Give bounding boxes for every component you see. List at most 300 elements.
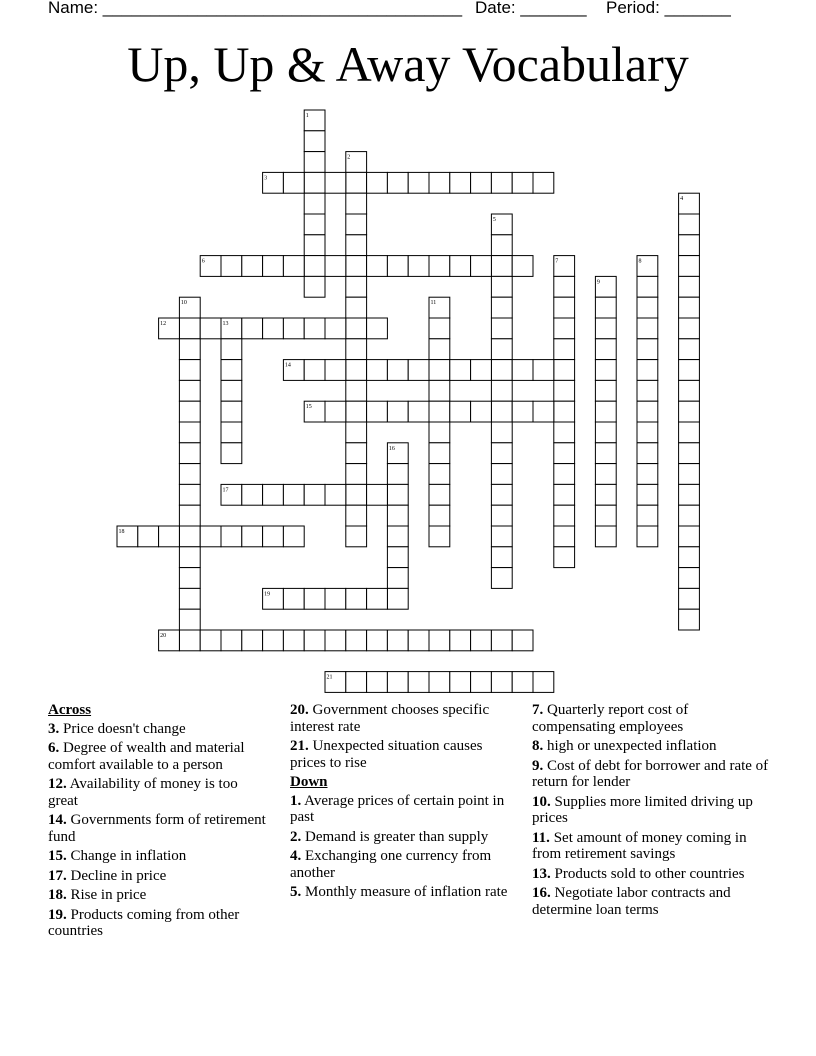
grid-cell[interactable]	[346, 484, 367, 505]
grid-cell[interactable]	[304, 235, 325, 256]
grid-cell[interactable]	[283, 526, 304, 547]
grid-cell[interactable]	[637, 401, 658, 422]
grid-cell[interactable]	[387, 484, 408, 505]
grid-cell[interactable]	[346, 339, 367, 360]
clue-number: 19	[264, 591, 271, 598]
grid-cell[interactable]	[367, 588, 388, 609]
grid-cell[interactable]	[450, 401, 471, 422]
grid-cell[interactable]	[387, 672, 408, 693]
grid-cell[interactable]	[554, 505, 575, 526]
grid-cell[interactable]	[512, 360, 533, 381]
grid-cell[interactable]	[325, 360, 346, 381]
grid-cell[interactable]	[679, 193, 700, 214]
grid-cell[interactable]	[429, 318, 450, 339]
grid-cell[interactable]	[179, 297, 200, 318]
grid-cell[interactable]	[179, 568, 200, 589]
grid-cell[interactable]	[679, 401, 700, 422]
grid-cell[interactable]	[367, 630, 388, 651]
clue-item-number: 7.	[532, 702, 544, 718]
grid-cell[interactable]	[325, 630, 346, 651]
grid-cell[interactable]	[491, 214, 512, 235]
grid-cell[interactable]	[637, 256, 658, 277]
grid-cell[interactable]	[346, 256, 367, 277]
grid-cell[interactable]	[346, 276, 367, 297]
grid-cell[interactable]	[263, 588, 284, 609]
grid-cell[interactable]	[367, 672, 388, 693]
clue-number: 9	[596, 279, 600, 286]
grid-cell[interactable]	[346, 464, 367, 485]
grid-cell[interactable]	[304, 276, 325, 297]
grid-cell[interactable]	[367, 256, 388, 277]
grid-cell[interactable]	[533, 360, 554, 381]
grid-cell[interactable]	[346, 193, 367, 214]
clue-item-text: Cost of debt for borrower and rate of return for lender	[532, 757, 769, 790]
grid-cell[interactable]	[221, 422, 242, 443]
clue-item-text: Governments form of retirement fund	[48, 812, 266, 845]
grid-cell[interactable]	[450, 630, 471, 651]
grid-cell[interactable]	[554, 256, 575, 277]
clue-item	[48, 887, 268, 904]
grid-cell[interactable]	[346, 422, 367, 443]
grid-cell[interactable]	[429, 464, 450, 485]
clue-column-3	[532, 702, 772, 921]
grid-cell[interactable]	[512, 672, 533, 693]
grid-cell[interactable]	[491, 235, 512, 256]
clue-item-text: Products coming from other countries	[48, 906, 240, 939]
grid-cell[interactable]	[408, 630, 429, 651]
grid-cell[interactable]	[533, 172, 554, 193]
grid-cell[interactable]	[346, 630, 367, 651]
grid-cell[interactable]	[595, 318, 616, 339]
grid-cell[interactable]	[450, 672, 471, 693]
grid-cell[interactable]	[637, 380, 658, 401]
grid-cell[interactable]	[679, 256, 700, 277]
clue-number: 3	[264, 175, 268, 182]
clue-item-number: 11.	[532, 829, 550, 846]
grid-cell[interactable]	[637, 484, 658, 505]
grid-cell[interactable]	[533, 401, 554, 422]
grid-cell[interactable]	[679, 526, 700, 547]
grid-cell[interactable]	[346, 588, 367, 609]
grid-cell[interactable]	[387, 443, 408, 464]
grid-cell[interactable]	[304, 630, 325, 651]
clue-item-number: 12.	[48, 776, 67, 792]
grid-cell[interactable]	[679, 505, 700, 526]
grid-cell[interactable]	[637, 422, 658, 443]
grid-cell[interactable]	[408, 401, 429, 422]
grid-cell[interactable]	[325, 588, 346, 609]
grid-cell[interactable]	[533, 672, 554, 693]
grid-cell[interactable]	[679, 276, 700, 297]
grid-cell[interactable]	[637, 526, 658, 547]
grid-cell[interactable]	[450, 172, 471, 193]
grid-cell[interactable]	[304, 588, 325, 609]
grid-cell[interactable]	[325, 401, 346, 422]
grid-cell[interactable]	[304, 318, 325, 339]
grid-cell[interactable]	[491, 443, 512, 464]
clue-item-text: Quarterly report cost of compensating employees	[532, 702, 689, 735]
grid-cell[interactable]	[679, 464, 700, 485]
grid-cell[interactable]	[200, 256, 221, 277]
grid-cell[interactable]	[221, 401, 242, 422]
grid-cell[interactable]	[429, 256, 450, 277]
grid-cell[interactable]	[325, 672, 346, 693]
clue-item	[532, 885, 772, 918]
grid-cell[interactable]	[471, 630, 492, 651]
grid-cell[interactable]	[346, 380, 367, 401]
grid-cell[interactable]	[679, 235, 700, 256]
grid-cell[interactable]	[179, 630, 200, 651]
grid-cell[interactable]	[595, 360, 616, 381]
grid-cell[interactable]	[429, 505, 450, 526]
grid-cell[interactable]	[221, 526, 242, 547]
grid-cell[interactable]	[346, 443, 367, 464]
grid-cell[interactable]	[595, 464, 616, 485]
grid-cell[interactable]	[429, 526, 450, 547]
grid-cell[interactable]	[325, 172, 346, 193]
clue-item-text: Negotiate labor contracts and determine loan terms	[532, 885, 731, 918]
grid-cell[interactable]	[429, 422, 450, 443]
grid-cell[interactable]	[554, 297, 575, 318]
grid-cell[interactable]	[283, 484, 304, 505]
clue-item-number: 14.	[48, 812, 67, 828]
grid-cell[interactable]	[304, 152, 325, 173]
grid-cell[interactable]	[554, 318, 575, 339]
grid-cell[interactable]	[554, 547, 575, 568]
grid-cell[interactable]	[408, 256, 429, 277]
grid-cell[interactable]	[450, 256, 471, 277]
grid-cell[interactable]	[242, 484, 263, 505]
grid-cell[interactable]	[595, 422, 616, 443]
period-field-label: Period: _______	[606, 0, 731, 17]
grid-cell[interactable]	[491, 505, 512, 526]
grid-cell[interactable]	[491, 464, 512, 485]
grid-cell[interactable]	[491, 630, 512, 651]
grid-cell[interactable]	[554, 443, 575, 464]
grid-cell[interactable]	[554, 422, 575, 443]
grid-cell[interactable]	[367, 484, 388, 505]
grid-cell[interactable]	[679, 568, 700, 589]
grid-cell[interactable]	[512, 630, 533, 651]
grid-cell[interactable]	[637, 276, 658, 297]
grid-cell[interactable]	[304, 214, 325, 235]
grid-cell[interactable]	[263, 172, 284, 193]
grid-cell[interactable]	[679, 588, 700, 609]
grid-cell[interactable]	[491, 339, 512, 360]
grid-cell[interactable]	[554, 526, 575, 547]
grid-cell[interactable]	[387, 526, 408, 547]
grid-cell[interactable]	[491, 526, 512, 547]
grid-cell[interactable]	[429, 443, 450, 464]
grid-cell[interactable]	[346, 172, 367, 193]
grid-cell[interactable]	[554, 401, 575, 422]
grid-cell[interactable]	[679, 443, 700, 464]
grid-cell[interactable]	[408, 360, 429, 381]
grid-cell[interactable]	[263, 484, 284, 505]
grid-cell[interactable]	[117, 526, 138, 547]
grid-cell[interactable]	[221, 318, 242, 339]
grid-cell[interactable]	[679, 214, 700, 235]
grid-cell[interactable]	[595, 443, 616, 464]
clue-number: 21	[326, 674, 333, 681]
grid-cell[interactable]	[179, 547, 200, 568]
grid-cell[interactable]	[387, 568, 408, 589]
date-field-label: Date: _______	[475, 0, 587, 17]
clue-item-number: 5.	[290, 884, 302, 900]
grid-cell[interactable]	[595, 380, 616, 401]
grid-cell[interactable]	[325, 318, 346, 339]
clue-item-text: Unexpected situation causes prices to rise	[290, 738, 483, 771]
grid-cell[interactable]	[429, 360, 450, 381]
grid-cell[interactable]	[491, 672, 512, 693]
clue-number: 17	[222, 487, 229, 494]
clue-item	[532, 794, 772, 827]
clue-item	[532, 738, 772, 755]
grid-cell[interactable]	[179, 464, 200, 485]
grid-cell[interactable]	[138, 526, 159, 547]
clue-item	[48, 740, 268, 773]
grid-cell[interactable]	[491, 568, 512, 589]
grid-cell[interactable]	[179, 588, 200, 609]
grid-cell[interactable]	[200, 318, 221, 339]
clue-item-number: 18.	[48, 887, 67, 903]
grid-cell[interactable]	[263, 256, 284, 277]
clue-item	[48, 721, 268, 738]
clue-item	[290, 738, 510, 771]
grid-cell[interactable]	[554, 464, 575, 485]
grid-cell[interactable]	[304, 360, 325, 381]
clue-item-number: 6.	[48, 740, 60, 756]
grid-cell[interactable]	[491, 256, 512, 277]
grid-cell[interactable]	[221, 630, 242, 651]
grid-cell[interactable]	[283, 172, 304, 193]
grid-cell[interactable]	[595, 276, 616, 297]
grid-cell[interactable]	[429, 672, 450, 693]
grid-cell[interactable]	[200, 526, 221, 547]
grid-cell[interactable]	[179, 401, 200, 422]
grid-cell[interactable]	[304, 484, 325, 505]
clue-number: 2	[347, 154, 351, 161]
grid-cell[interactable]	[242, 256, 263, 277]
grid-cell[interactable]	[595, 401, 616, 422]
grid-cell[interactable]	[491, 297, 512, 318]
clue-number: 16	[388, 445, 395, 452]
grid-cell[interactable]	[429, 401, 450, 422]
grid-cell[interactable]	[595, 526, 616, 547]
clue-item	[48, 907, 268, 940]
grid-cell[interactable]	[221, 360, 242, 381]
grid-cell[interactable]	[471, 172, 492, 193]
grid-cell[interactable]	[637, 443, 658, 464]
clue-item-number: 4.	[290, 848, 302, 864]
grid-cell[interactable]	[304, 401, 325, 422]
grid-cell[interactable]	[387, 172, 408, 193]
grid-cell[interactable]	[491, 360, 512, 381]
grid-cell[interactable]	[387, 630, 408, 651]
grid-cell[interactable]	[304, 110, 325, 131]
grid-cell[interactable]	[595, 339, 616, 360]
grid-cell[interactable]	[179, 505, 200, 526]
grid-cell[interactable]	[242, 630, 263, 651]
grid-cell[interactable]	[429, 339, 450, 360]
grid-cell[interactable]	[367, 172, 388, 193]
grid-cell[interactable]	[179, 609, 200, 630]
clue-item-text: high or unexpected inflation	[543, 738, 717, 754]
grid-cell[interactable]	[387, 588, 408, 609]
clue-number: 8	[638, 258, 642, 265]
grid-cell[interactable]	[512, 401, 533, 422]
grid-cell[interactable]	[179, 443, 200, 464]
grid-cell[interactable]	[221, 443, 242, 464]
grid-cell[interactable]	[304, 256, 325, 277]
grid-cell[interactable]	[263, 526, 284, 547]
grid-cell[interactable]	[491, 380, 512, 401]
clue-item-number: 8.	[532, 738, 544, 754]
grid-cell[interactable]	[554, 360, 575, 381]
grid-cell[interactable]	[595, 484, 616, 505]
clue-item	[532, 702, 772, 735]
down-heading: Down	[290, 774, 328, 790]
grid-cell[interactable]	[159, 630, 180, 651]
grid-cell[interactable]	[346, 297, 367, 318]
grid-cell[interactable]	[283, 630, 304, 651]
grid-cell[interactable]	[491, 276, 512, 297]
grid-cell[interactable]	[554, 380, 575, 401]
grid-cell[interactable]	[471, 672, 492, 693]
grid-cell[interactable]	[346, 672, 367, 693]
grid-cell[interactable]	[679, 484, 700, 505]
grid-cell[interactable]	[242, 526, 263, 547]
grid-cell[interactable]	[637, 505, 658, 526]
grid-cell[interactable]	[554, 484, 575, 505]
grid-cell[interactable]	[429, 630, 450, 651]
grid-cell[interactable]	[679, 422, 700, 443]
grid-cell[interactable]	[346, 360, 367, 381]
grid-cell[interactable]	[387, 360, 408, 381]
grid-cell[interactable]	[346, 235, 367, 256]
clue-item	[532, 830, 772, 863]
grid-cell[interactable]	[387, 505, 408, 526]
grid-cell[interactable]	[221, 256, 242, 277]
grid-cell[interactable]	[179, 422, 200, 443]
grid-cell[interactable]	[679, 297, 700, 318]
grid-cell[interactable]	[679, 339, 700, 360]
grid-cell[interactable]	[637, 360, 658, 381]
clue-item-text: Supplies more limited driving up prices	[532, 793, 753, 826]
grid-cell[interactable]	[595, 297, 616, 318]
grid-cell[interactable]	[283, 318, 304, 339]
grid-cell[interactable]	[325, 256, 346, 277]
grid-cell[interactable]	[346, 526, 367, 547]
grid-cell[interactable]	[429, 297, 450, 318]
grid-cell[interactable]	[159, 526, 180, 547]
grid-cell[interactable]	[283, 360, 304, 381]
grid-cell[interactable]	[491, 401, 512, 422]
grid-cell[interactable]	[325, 484, 346, 505]
grid-cell[interactable]	[200, 630, 221, 651]
clue-item	[48, 812, 268, 845]
grid-cell[interactable]	[221, 380, 242, 401]
grid-cell[interactable]	[304, 131, 325, 152]
grid-cell[interactable]	[679, 318, 700, 339]
grid-cell[interactable]	[408, 172, 429, 193]
grid-cell[interactable]	[471, 256, 492, 277]
grid-cell[interactable]	[346, 152, 367, 173]
grid-cell[interactable]	[159, 318, 180, 339]
grid-cell[interactable]	[346, 318, 367, 339]
grid-cell[interactable]	[554, 276, 575, 297]
grid-cell[interactable]	[263, 630, 284, 651]
grid-cell[interactable]	[679, 380, 700, 401]
grid-cell[interactable]	[491, 547, 512, 568]
grid-cell[interactable]	[346, 505, 367, 526]
clue-item-text: Degree of wealth and material comfort available to a person	[48, 740, 245, 773]
grid-cell[interactable]	[367, 401, 388, 422]
grid-cell[interactable]	[179, 526, 200, 547]
clue-item	[290, 884, 510, 901]
grid-cell[interactable]	[179, 360, 200, 381]
grid-cell[interactable]	[408, 672, 429, 693]
grid-cell[interactable]	[304, 172, 325, 193]
grid-cell[interactable]	[637, 297, 658, 318]
grid-cell[interactable]	[263, 318, 284, 339]
grid-cell[interactable]	[429, 484, 450, 505]
grid-cell[interactable]	[679, 360, 700, 381]
clue-item	[48, 848, 268, 865]
grid-cell[interactable]	[179, 380, 200, 401]
grid-cell[interactable]	[367, 318, 388, 339]
grid-cell[interactable]	[221, 339, 242, 360]
grid-cell[interactable]	[637, 318, 658, 339]
grid-cell[interactable]	[512, 256, 533, 277]
grid-cell[interactable]	[491, 484, 512, 505]
grid-cell[interactable]	[179, 318, 200, 339]
grid-cell[interactable]	[387, 401, 408, 422]
grid-cell[interactable]	[387, 547, 408, 568]
grid-cell[interactable]	[679, 547, 700, 568]
grid-cell[interactable]	[637, 339, 658, 360]
grid-cell[interactable]	[429, 380, 450, 401]
grid-cell[interactable]	[283, 588, 304, 609]
grid-cell[interactable]	[304, 193, 325, 214]
grid-cell[interactable]	[429, 172, 450, 193]
grid-cell[interactable]	[491, 172, 512, 193]
grid-cell[interactable]	[387, 256, 408, 277]
grid-cell[interactable]	[242, 318, 263, 339]
grid-cell[interactable]	[679, 609, 700, 630]
grid-cell[interactable]	[179, 484, 200, 505]
grid-cell[interactable]	[512, 172, 533, 193]
grid-cell[interactable]	[554, 339, 575, 360]
grid-cell[interactable]	[471, 360, 492, 381]
clue-number: 6	[201, 258, 205, 265]
grid-cell[interactable]	[346, 401, 367, 422]
grid-cell[interactable]	[179, 339, 200, 360]
grid-cell[interactable]	[491, 318, 512, 339]
grid-cell[interactable]	[637, 464, 658, 485]
grid-cell[interactable]	[346, 214, 367, 235]
clue-item-number: 21.	[290, 738, 309, 754]
grid-cell[interactable]	[387, 464, 408, 485]
grid-cell[interactable]	[471, 401, 492, 422]
grid-cell[interactable]	[367, 360, 388, 381]
grid-cell[interactable]	[450, 360, 471, 381]
grid-cell[interactable]	[283, 256, 304, 277]
grid-cell[interactable]	[221, 484, 242, 505]
grid-cell[interactable]	[491, 422, 512, 443]
grid-cell[interactable]	[595, 505, 616, 526]
clue-number: 14	[284, 362, 291, 369]
